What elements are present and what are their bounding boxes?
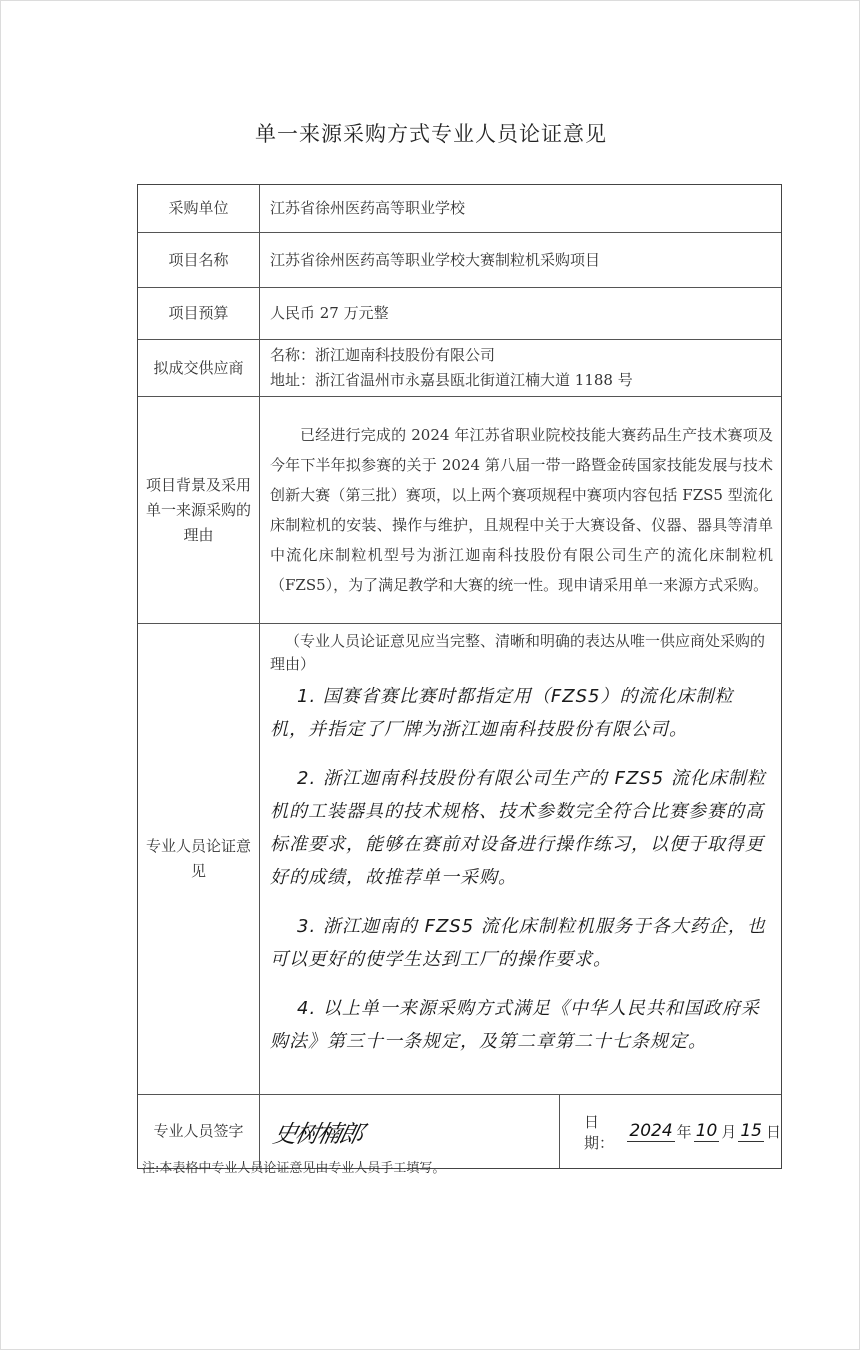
date-year: 2024 [629, 1121, 673, 1141]
project-budget-value [260, 288, 781, 339]
supplier-value [260, 340, 781, 396]
handwritten-opinion [270, 680, 771, 1074]
date-label: 日期： [584, 1112, 615, 1152]
background-text: 已经进行完成的 2024 年江苏省职业院校技能大赛药品生产技术赛项及今年下半年拟参赛的关于 2024 第八届一带一路暨金砖国家技能发展与技术创新大赛（第三批）赛项，以上两个赛项规程中赛项内容包括 FZS5 型流化床制粒机的安装、操作与维护，且规程中关于大赛设备、仪器、器具等清单中流化床制粒机型号为浙江迦南科技股份有限公司生产的流化床制粒机（FZS5），为了满足教学和大赛的统一性。现申请采用单一来源方式采购。 [270, 426, 773, 594]
project-name-value [260, 233, 781, 287]
opinion-item: 4. 以上单一来源采购方式满足《中华人民共和国政府采购法》第三十一条规定，及第二章第二十七条规定。 [270, 998, 760, 1052]
purchasing-unit-text: 江苏省徐州医药高等职业学校 [270, 199, 466, 217]
opinion-item: 1. 国赛省赛比赛时都指定用（FZS5）的流化床制粒机，并指定了厂牌为浙江迦南科技股份有限公司。 [270, 686, 734, 740]
supplier-name: 名称：浙江迦南科技股份有限公司 [270, 346, 496, 364]
row-background [138, 396, 781, 623]
opinion-item: 2. 浙江迦南科技股份有限公司生产的 FZS5 流化床制粒机的工装器具的技术规格、技术参数完全符合比赛参赛的高标准要求，能够在赛前对设备进行操作练习，以便于取得更好的成绩，故推荐单一采购。 [270, 768, 766, 888]
background-label: 项目背景及采用单一来源采购的理由 [138, 397, 260, 623]
page-title: 单一来源采购方式专业人员论证意见 [255, 122, 607, 146]
project-budget-label: 项目预算 [138, 288, 260, 339]
purchasing-unit-value [260, 185, 781, 232]
expert-opinion-label: 专业人员论证意见 [138, 624, 260, 1094]
background-value [260, 397, 781, 623]
purchasing-unit-label: 采购单位 [138, 185, 260, 232]
handwritten-signature: 史树楠郎 [270, 1120, 365, 1148]
project-budget-text: 人民币 27 万元整 [270, 304, 389, 322]
evaluation-form [137, 184, 782, 1169]
signature-label: 专业人员签字 [138, 1095, 260, 1168]
date-month-unit: 月 [721, 1123, 737, 1141]
row-purchasing-unit [138, 185, 781, 232]
date-day-unit: 日 [765, 1123, 781, 1141]
date-year-unit: 年 [676, 1123, 692, 1141]
date-day: 15 [740, 1121, 762, 1141]
footnote: 注:本表格中专业人员论证意见由专业人员手工填写。 [142, 1161, 446, 1176]
project-name-label: 项目名称 [138, 233, 260, 287]
project-name-text: 江苏省徐州医药高等职业学校大赛制粒机采购项目 [270, 250, 601, 269]
row-expert-opinion [138, 623, 781, 1094]
supplier-label: 拟成交供应商 [138, 340, 260, 396]
expert-opinion-value [260, 624, 781, 1094]
opinion-item: 3. 浙江迦南的 FZS5 流化床制粒机服务于各大药企，也可以更好的使学生达到工厂的操作要求。 [270, 916, 766, 970]
date-month: 10 [695, 1121, 718, 1141]
row-supplier [138, 339, 781, 396]
supplier-address: 地址：浙江省温州市永嘉县瓯北街道江楠大道 1188 号 [270, 371, 633, 389]
row-project-budget [138, 287, 781, 339]
opinion-instructions: （专业人员论证意见应当完整、清晰和明确的表达从唯一供应商处采购的理由） [270, 632, 766, 673]
row-project-name [138, 232, 781, 287]
date-cell [560, 1095, 781, 1168]
